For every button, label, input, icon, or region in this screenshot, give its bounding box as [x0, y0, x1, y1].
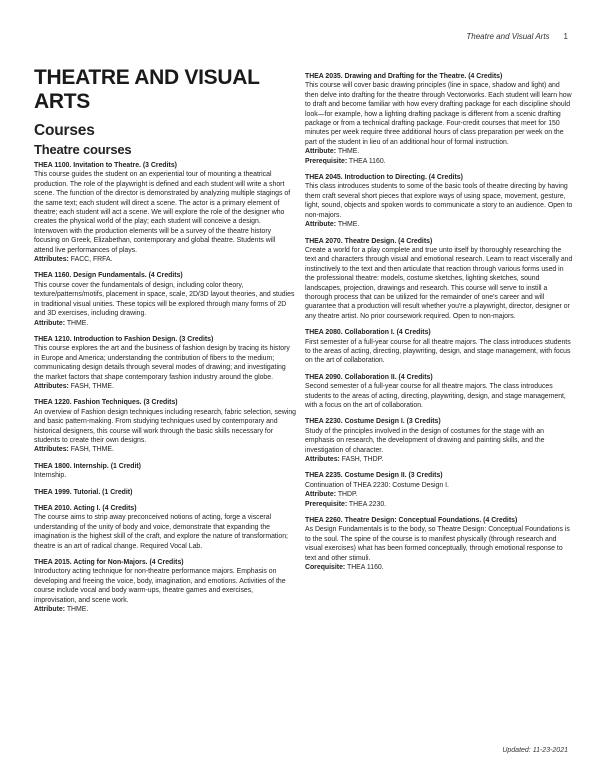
course-list-right — [305, 72, 573, 573]
meta-value: FASH, THDP. — [341, 456, 384, 464]
course-meta — [305, 500, 573, 509]
section-title: Courses — [34, 122, 95, 139]
course-title: THEA 1999. Tutorial. (1 Credit) — [34, 488, 133, 496]
course-meta — [305, 490, 573, 499]
course-description: Second semester of a full-year course for all theatre majors. The class introduces students to the areas of acting, directing, playwriting, design, and stage management, with a focus on the art of collaboration. — [305, 383, 566, 409]
meta-value: THDP. — [337, 491, 358, 499]
course-entry — [34, 462, 296, 481]
course-entry — [34, 161, 296, 264]
page-number: 1 — [563, 32, 568, 41]
course-title: THEA 2035. Drawing and Drafting for the Theatre. (4 Credits) — [305, 73, 503, 80]
meta-label: Corequisite: — [305, 564, 346, 572]
course-description: First semester of a full-year course for all theatre majors. The class introduces students to the areas of acting, directing, playwriting, design, and stage management, with focus on the art of collaboration. — [305, 338, 571, 365]
course-description: Introductory acting technique for non-theatre performance majors. Emphasis on developing and freeing the voice, body, imagination, and emotions. Activities of the course include vocal and body warm-ups, theatre games and exercises, improvisation, and scene work. — [34, 568, 286, 604]
course-meta — [305, 455, 573, 464]
course-description: An overview of Fashion design techniques including research, fabric selection, sewing and basic pattern-making. From studying techniques used by contemporary and historical designers, this course will work through the basic skills necessary for students to create their own designs. — [34, 408, 296, 444]
course-description: Internship. — [34, 472, 67, 480]
course-entry — [34, 335, 296, 391]
course-title: THEA 2235. Costume Design II. (3 Credits) — [305, 472, 443, 480]
meta-value: FASH, THME. — [70, 446, 114, 454]
course-entry — [305, 516, 573, 572]
course-entry — [305, 373, 573, 411]
course-entry — [34, 558, 296, 614]
meta-value: THME. — [337, 148, 360, 156]
course-entry — [305, 417, 573, 464]
course-title: THEA 2010. Acting I. (4 Credits) — [34, 505, 137, 512]
course-title: THEA 1100. Invitation to Theatre. (3 Credits) — [34, 162, 177, 169]
meta-label: Attributes: — [34, 256, 69, 264]
course-list-left — [34, 161, 296, 614]
course-title: THEA 2070. Theatre Design. (4 Credits) — [305, 237, 433, 245]
course-title: THEA 1800. Internship. (1 Credit) — [34, 462, 141, 470]
course-entry — [34, 504, 296, 551]
meta-label: Attribute: — [34, 319, 66, 327]
course-meta — [305, 157, 573, 166]
course-meta — [34, 255, 296, 264]
meta-label: Prerequisite: — [305, 157, 348, 165]
course-meta — [305, 220, 573, 229]
course-description: Study of the principles involved in the design of costumes for the stage with an emphasis on research, the development of drawing and painting skills, and the investigation of character. — [305, 427, 545, 454]
meta-value: THEA 2230. — [348, 500, 387, 508]
course-meta — [34, 319, 296, 328]
course-title: THEA 1210. Introduction to Fashion Design. (3 Credits) — [34, 335, 214, 343]
course-title: THEA 2090. Collaboration II. (4 Credits) — [305, 373, 433, 381]
course-title: THEA 2230. Costume Design I. (3 Credits) — [305, 418, 441, 426]
meta-value: FACC, FRFA. — [70, 256, 113, 264]
meta-value: FASH, THME. — [70, 382, 114, 390]
subsection-title: Theatre courses — [34, 142, 132, 157]
course-entry — [34, 398, 296, 454]
course-entry — [305, 471, 573, 509]
course-entry — [305, 237, 573, 322]
meta-label: Attribute: — [305, 221, 337, 229]
course-entry — [34, 488, 296, 497]
meta-label: Attributes: — [34, 382, 69, 390]
course-title: THEA 2260. Theatre Design: Conceptual Foundations. (4 Credits) — [305, 517, 518, 525]
meta-value: THME. — [337, 221, 360, 229]
course-title: THEA 2080. Collaboration I. (4 Credits) — [305, 329, 431, 337]
course-description: This class introduces students to some of the basic tools of theatre directing by having them craft several short pieces that explore ways of using space, movement, gesture, light, sound, objects and spoken words to communicate a story to an audience. Open to non-majors. — [305, 183, 573, 219]
course-title: THEA 2045. Introduction to Directing. (4 Credits) — [305, 174, 463, 182]
running-header — [466, 32, 568, 41]
course-meta — [305, 147, 573, 156]
meta-label: Attributes: — [305, 456, 340, 464]
running-title: Theatre and Visual Arts — [466, 32, 550, 41]
course-description: This course guides the student on an experiential tour of mounting a theatrical production. The role of the playwright is defined and each student will write a short scene. The function of the director is demonstrated by analyzing multiple stagings of the same text; each student will direct a scene. The actor is a primary element of theatre; each student will act a scene. We will explore the role of the designer who creates the physical world of the play; each student will conceive a design. Interwoven with the production elements will be a survey of the theatre history focusing on Greek, Elizabethan, contemporary and global theatre. Students will attend live performances of plays. — [34, 171, 291, 254]
course-title: THEA 1160. Design Fundamentals. (4 Credits) — [34, 272, 183, 280]
course-meta — [34, 382, 296, 391]
meta-label: Attribute: — [305, 148, 337, 156]
meta-label: Attribute: — [305, 491, 337, 499]
course-entry — [305, 173, 573, 229]
meta-value: THEA 1160. — [347, 564, 384, 572]
course-title: THEA 1220. Fashion Techniques. (3 Credits) — [34, 399, 178, 407]
meta-label: Prerequisite: — [305, 500, 348, 508]
meta-label: Attribute: — [34, 606, 66, 614]
meta-value: THME. — [66, 606, 89, 614]
updated-date: Updated: 11-23-2021 — [502, 747, 568, 754]
course-title: THEA 2015. Acting for Non-Majors. (4 Credits) — [34, 559, 184, 567]
course-description: This course will cover basic drawing principles (line in space, shadow and light) and then delve into drafting for the theatre through Vectorworks. Each student will learn how to draft and become familiar with how every drafting package for each discipline should look—for example, how a lighting drafting package is different from a scenic drafting package or from a technical drafting package. Four-credit courses that meet for 150 minutes per week require three additional hours of class preparation per week on the part of the student in lieu of an additional hour of formal instruction. — [305, 82, 572, 146]
course-description: This course explores the art and the business of fashion design by tracing its history in Europe and America; understanding the contribution of fibers to the medium; communicating design details through several modes of drawing; and investigating the market factors that shape contemporary fashion industry around the globe. — [34, 345, 290, 381]
left-column — [34, 66, 296, 621]
meta-label: Attributes: — [34, 446, 69, 454]
page-title: THEATRE AND VISUAL ARTS — [34, 66, 260, 113]
meta-value: THME. — [66, 319, 89, 327]
course-entry — [34, 271, 296, 327]
course-meta — [34, 605, 296, 614]
course-description: Continuation of THEA 2230: Costume Design I. — [305, 481, 449, 489]
course-entry — [305, 328, 573, 366]
course-description: Create a world for a play complete and true unto itself by thoroughly researching the text and characters through visual and emotional research. Learn to react viscerally and instinctively to the text and then articulate that reaction through various forms used in the professional theatre: models, costume sketches, lighting sketches, sound landscapes, projection, drawings and research. This course will serve to instill a thorough process that can be utilized for the remainder of one's career and will guarantee that a production will result whether you're a playwright, director, designer or any theatre artist. No prior coursework required. Open to non-majors. — [305, 246, 573, 320]
meta-value: THEA 1160. — [348, 157, 386, 165]
right-column — [305, 72, 573, 580]
course-meta — [305, 563, 573, 572]
course-description: The course aims to strip away preconceived notions of acting, forge a visceral understanding of the unity of body and voice, demonstrate that expanding the imagination is the highest skill of the craft, and explore the nature of transformation; theatre is an art of radical change. Required Vocal Lab. — [34, 514, 288, 550]
course-description: This course cover the fundamentals of design, including color theory, texture/patterns/motifs, placement in space, scale, 2D/3D layout theories, and studies in traditional visual unities. These topics will be explored through many forms of 2D and 3D exercises, including drawing. — [34, 281, 295, 318]
course-entry — [305, 72, 573, 166]
course-description: As Design Fundamentals is to the body, so Theatre Design: Conceptual Foundations is to the soul. The spine of the course is to manifest physically (through research and visual exercises) what has been formed conceptually, through emotional response to text and other stimuli. — [305, 526, 570, 562]
course-meta — [34, 445, 296, 454]
